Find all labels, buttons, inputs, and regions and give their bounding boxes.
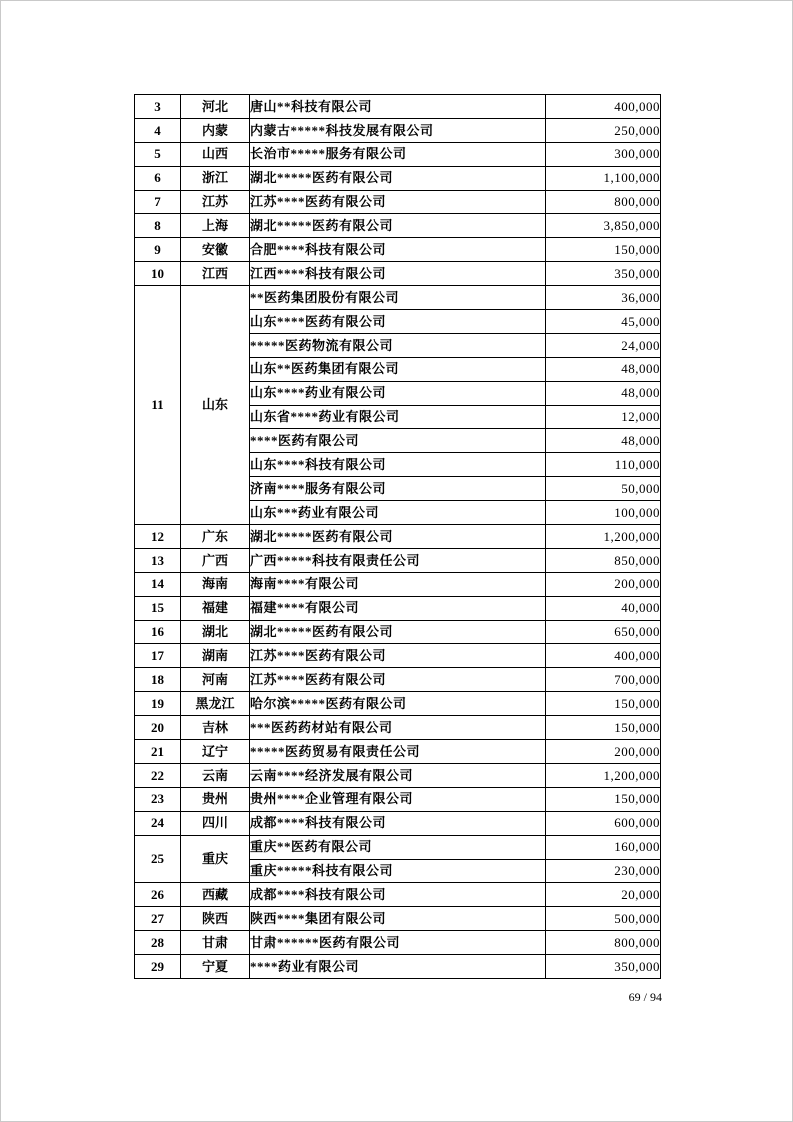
row-number-cell: 10 [135, 262, 181, 286]
province-cell: 安徽 [181, 238, 250, 262]
amount-cell: 700,000 [546, 668, 661, 692]
company-name-cell: 山东****医药有限公司 [250, 310, 546, 334]
amount-cell: 3,850,000 [546, 214, 661, 238]
row-number-cell: 22 [135, 763, 181, 787]
company-name-cell: ****药业有限公司 [250, 955, 546, 979]
row-number-cell: 13 [135, 548, 181, 572]
amount-cell: 350,000 [546, 955, 661, 979]
company-name-cell: *****医药物流有限公司 [250, 333, 546, 357]
row-number-cell: 20 [135, 716, 181, 740]
company-name-cell: 福建****有限公司 [250, 596, 546, 620]
amount-cell: 150,000 [546, 716, 661, 740]
amount-cell: 400,000 [546, 644, 661, 668]
province-cell: 广西 [181, 548, 250, 572]
row-number-cell: 26 [135, 883, 181, 907]
province-cell: 陕西 [181, 907, 250, 931]
amount-cell: 1,200,000 [546, 525, 661, 549]
amount-cell: 1,200,000 [546, 763, 661, 787]
province-company-table [134, 94, 661, 979]
amount-cell: 1,100,000 [546, 166, 661, 190]
table-row [135, 190, 661, 214]
amount-cell: 45,000 [546, 310, 661, 334]
province-cell: 湖北 [181, 620, 250, 644]
company-name-cell: 贵州****企业管理有限公司 [250, 787, 546, 811]
company-name-cell: 江西****科技有限公司 [250, 262, 546, 286]
row-number-cell: 21 [135, 740, 181, 764]
province-cell: 上海 [181, 214, 250, 238]
province-cell: 西藏 [181, 883, 250, 907]
row-number-cell: 27 [135, 907, 181, 931]
amount-cell: 800,000 [546, 931, 661, 955]
table-row [135, 931, 661, 955]
amount-cell: 200,000 [546, 740, 661, 764]
table-row [135, 286, 661, 310]
row-number-cell: 7 [135, 190, 181, 214]
amount-cell: 500,000 [546, 907, 661, 931]
amount-cell: 250,000 [546, 118, 661, 142]
company-name-cell: 湖北*****医药有限公司 [250, 166, 546, 190]
table-row [135, 907, 661, 931]
amount-cell: 300,000 [546, 142, 661, 166]
table-row [135, 716, 661, 740]
province-cell: 湖南 [181, 644, 250, 668]
table-row [135, 620, 661, 644]
company-name-cell: 山东**医药集团有限公司 [250, 357, 546, 381]
company-name-cell: 江苏****医药有限公司 [250, 644, 546, 668]
amount-cell: 650,000 [546, 620, 661, 644]
table-row [135, 692, 661, 716]
company-name-cell: 甘肃******医药有限公司 [250, 931, 546, 955]
row-number-cell: 3 [135, 95, 181, 119]
province-cell: 广东 [181, 525, 250, 549]
amount-cell: 160,000 [546, 835, 661, 859]
table-row [135, 95, 661, 119]
table-row [135, 525, 661, 549]
province-cell: 江苏 [181, 190, 250, 214]
row-number-cell: 24 [135, 811, 181, 835]
row-number-cell: 5 [135, 142, 181, 166]
company-name-cell: 山东****科技有限公司 [250, 453, 546, 477]
row-number-cell: 23 [135, 787, 181, 811]
amount-cell: 600,000 [546, 811, 661, 835]
company-name-cell: 湖北*****医药有限公司 [250, 525, 546, 549]
company-name-cell: 湖北*****医药有限公司 [250, 620, 546, 644]
table-row [135, 668, 661, 692]
amount-cell: 800,000 [546, 190, 661, 214]
row-number-cell: 12 [135, 525, 181, 549]
company-name-cell: 陕西****集团有限公司 [250, 907, 546, 931]
amount-cell: 24,000 [546, 333, 661, 357]
table-row [135, 214, 661, 238]
amount-cell: 230,000 [546, 859, 661, 883]
company-name-cell: 江苏****医药有限公司 [250, 668, 546, 692]
company-name-cell: 江苏****医药有限公司 [250, 190, 546, 214]
province-cell: 贵州 [181, 787, 250, 811]
row-number-cell: 4 [135, 118, 181, 142]
row-number-cell: 9 [135, 238, 181, 262]
table-row [135, 835, 661, 859]
table-row [135, 811, 661, 835]
company-name-cell: 内蒙古*****科技发展有限公司 [250, 118, 546, 142]
row-number-cell: 16 [135, 620, 181, 644]
amount-cell: 50,000 [546, 477, 661, 501]
company-name-cell: 山东****药业有限公司 [250, 381, 546, 405]
company-name-cell: 哈尔滨*****医药有限公司 [250, 692, 546, 716]
row-number-cell: 11 [135, 286, 181, 525]
amount-cell: 350,000 [546, 262, 661, 286]
table-row [135, 548, 661, 572]
amount-cell: 20,000 [546, 883, 661, 907]
amount-cell: 100,000 [546, 501, 661, 525]
company-name-cell: ***医药药材站有限公司 [250, 716, 546, 740]
amount-cell: 48,000 [546, 357, 661, 381]
table-row [135, 166, 661, 190]
table-row [135, 955, 661, 979]
row-number-cell: 25 [135, 835, 181, 883]
amount-cell: 150,000 [546, 692, 661, 716]
table-row [135, 596, 661, 620]
row-number-cell: 15 [135, 596, 181, 620]
table-row [135, 118, 661, 142]
table-row [135, 644, 661, 668]
table-row [135, 740, 661, 764]
company-name-cell: 成都****科技有限公司 [250, 883, 546, 907]
province-cell: 江西 [181, 262, 250, 286]
province-cell: 浙江 [181, 166, 250, 190]
amount-cell: 40,000 [546, 596, 661, 620]
province-cell: 黑龙江 [181, 692, 250, 716]
amount-cell: 400,000 [546, 95, 661, 119]
company-name-cell: **医药集团股份有限公司 [250, 286, 546, 310]
row-number-cell: 28 [135, 931, 181, 955]
table-row [135, 787, 661, 811]
company-name-cell: 成都****科技有限公司 [250, 811, 546, 835]
province-cell: 辽宁 [181, 740, 250, 764]
company-name-cell: 海南****有限公司 [250, 572, 546, 596]
province-cell: 河北 [181, 95, 250, 119]
province-cell: 内蒙 [181, 118, 250, 142]
row-number-cell: 14 [135, 572, 181, 596]
amount-cell: 48,000 [546, 381, 661, 405]
amount-cell: 150,000 [546, 787, 661, 811]
row-number-cell: 6 [135, 166, 181, 190]
province-cell: 甘肃 [181, 931, 250, 955]
amount-cell: 150,000 [546, 238, 661, 262]
table-row [135, 763, 661, 787]
province-cell: 山东 [181, 286, 250, 525]
province-cell: 重庆 [181, 835, 250, 883]
company-name-cell: 济南****服务有限公司 [250, 477, 546, 501]
table-row [135, 262, 661, 286]
row-number-cell: 17 [135, 644, 181, 668]
province-cell: 河南 [181, 668, 250, 692]
company-name-cell: 重庆**医药有限公司 [250, 835, 546, 859]
table-row [135, 142, 661, 166]
company-name-cell: 唐山**科技有限公司 [250, 95, 546, 119]
company-name-cell: *****医药贸易有限责任公司 [250, 740, 546, 764]
province-cell: 山西 [181, 142, 250, 166]
province-cell: 宁夏 [181, 955, 250, 979]
amount-cell: 36,000 [546, 286, 661, 310]
company-name-cell: 湖北*****医药有限公司 [250, 214, 546, 238]
company-name-cell: 广西*****科技有限责任公司 [250, 548, 546, 572]
row-number-cell: 18 [135, 668, 181, 692]
table-row [135, 883, 661, 907]
row-number-cell: 29 [135, 955, 181, 979]
row-number-cell: 19 [135, 692, 181, 716]
amount-cell: 12,000 [546, 405, 661, 429]
company-name-cell: 山东省****药业有限公司 [250, 405, 546, 429]
province-cell: 吉林 [181, 716, 250, 740]
company-name-cell: 山东***药业有限公司 [250, 501, 546, 525]
amount-cell: 110,000 [546, 453, 661, 477]
province-cell: 福建 [181, 596, 250, 620]
company-name-cell: 长治市*****服务有限公司 [250, 142, 546, 166]
province-cell: 云南 [181, 763, 250, 787]
amount-cell: 200,000 [546, 572, 661, 596]
province-cell: 四川 [181, 811, 250, 835]
table-row [135, 572, 661, 596]
row-number-cell: 8 [135, 214, 181, 238]
amount-cell: 850,000 [546, 548, 661, 572]
company-name-cell: 合肥****科技有限公司 [250, 238, 546, 262]
company-name-cell: ****医药有限公司 [250, 429, 546, 453]
table-row [135, 238, 661, 262]
province-cell: 海南 [181, 572, 250, 596]
company-name-cell: 云南****经济发展有限公司 [250, 763, 546, 787]
page-number: 69 / 94 [628, 990, 662, 1004]
amount-cell: 48,000 [546, 429, 661, 453]
company-name-cell: 重庆*****科技有限公司 [250, 859, 546, 883]
